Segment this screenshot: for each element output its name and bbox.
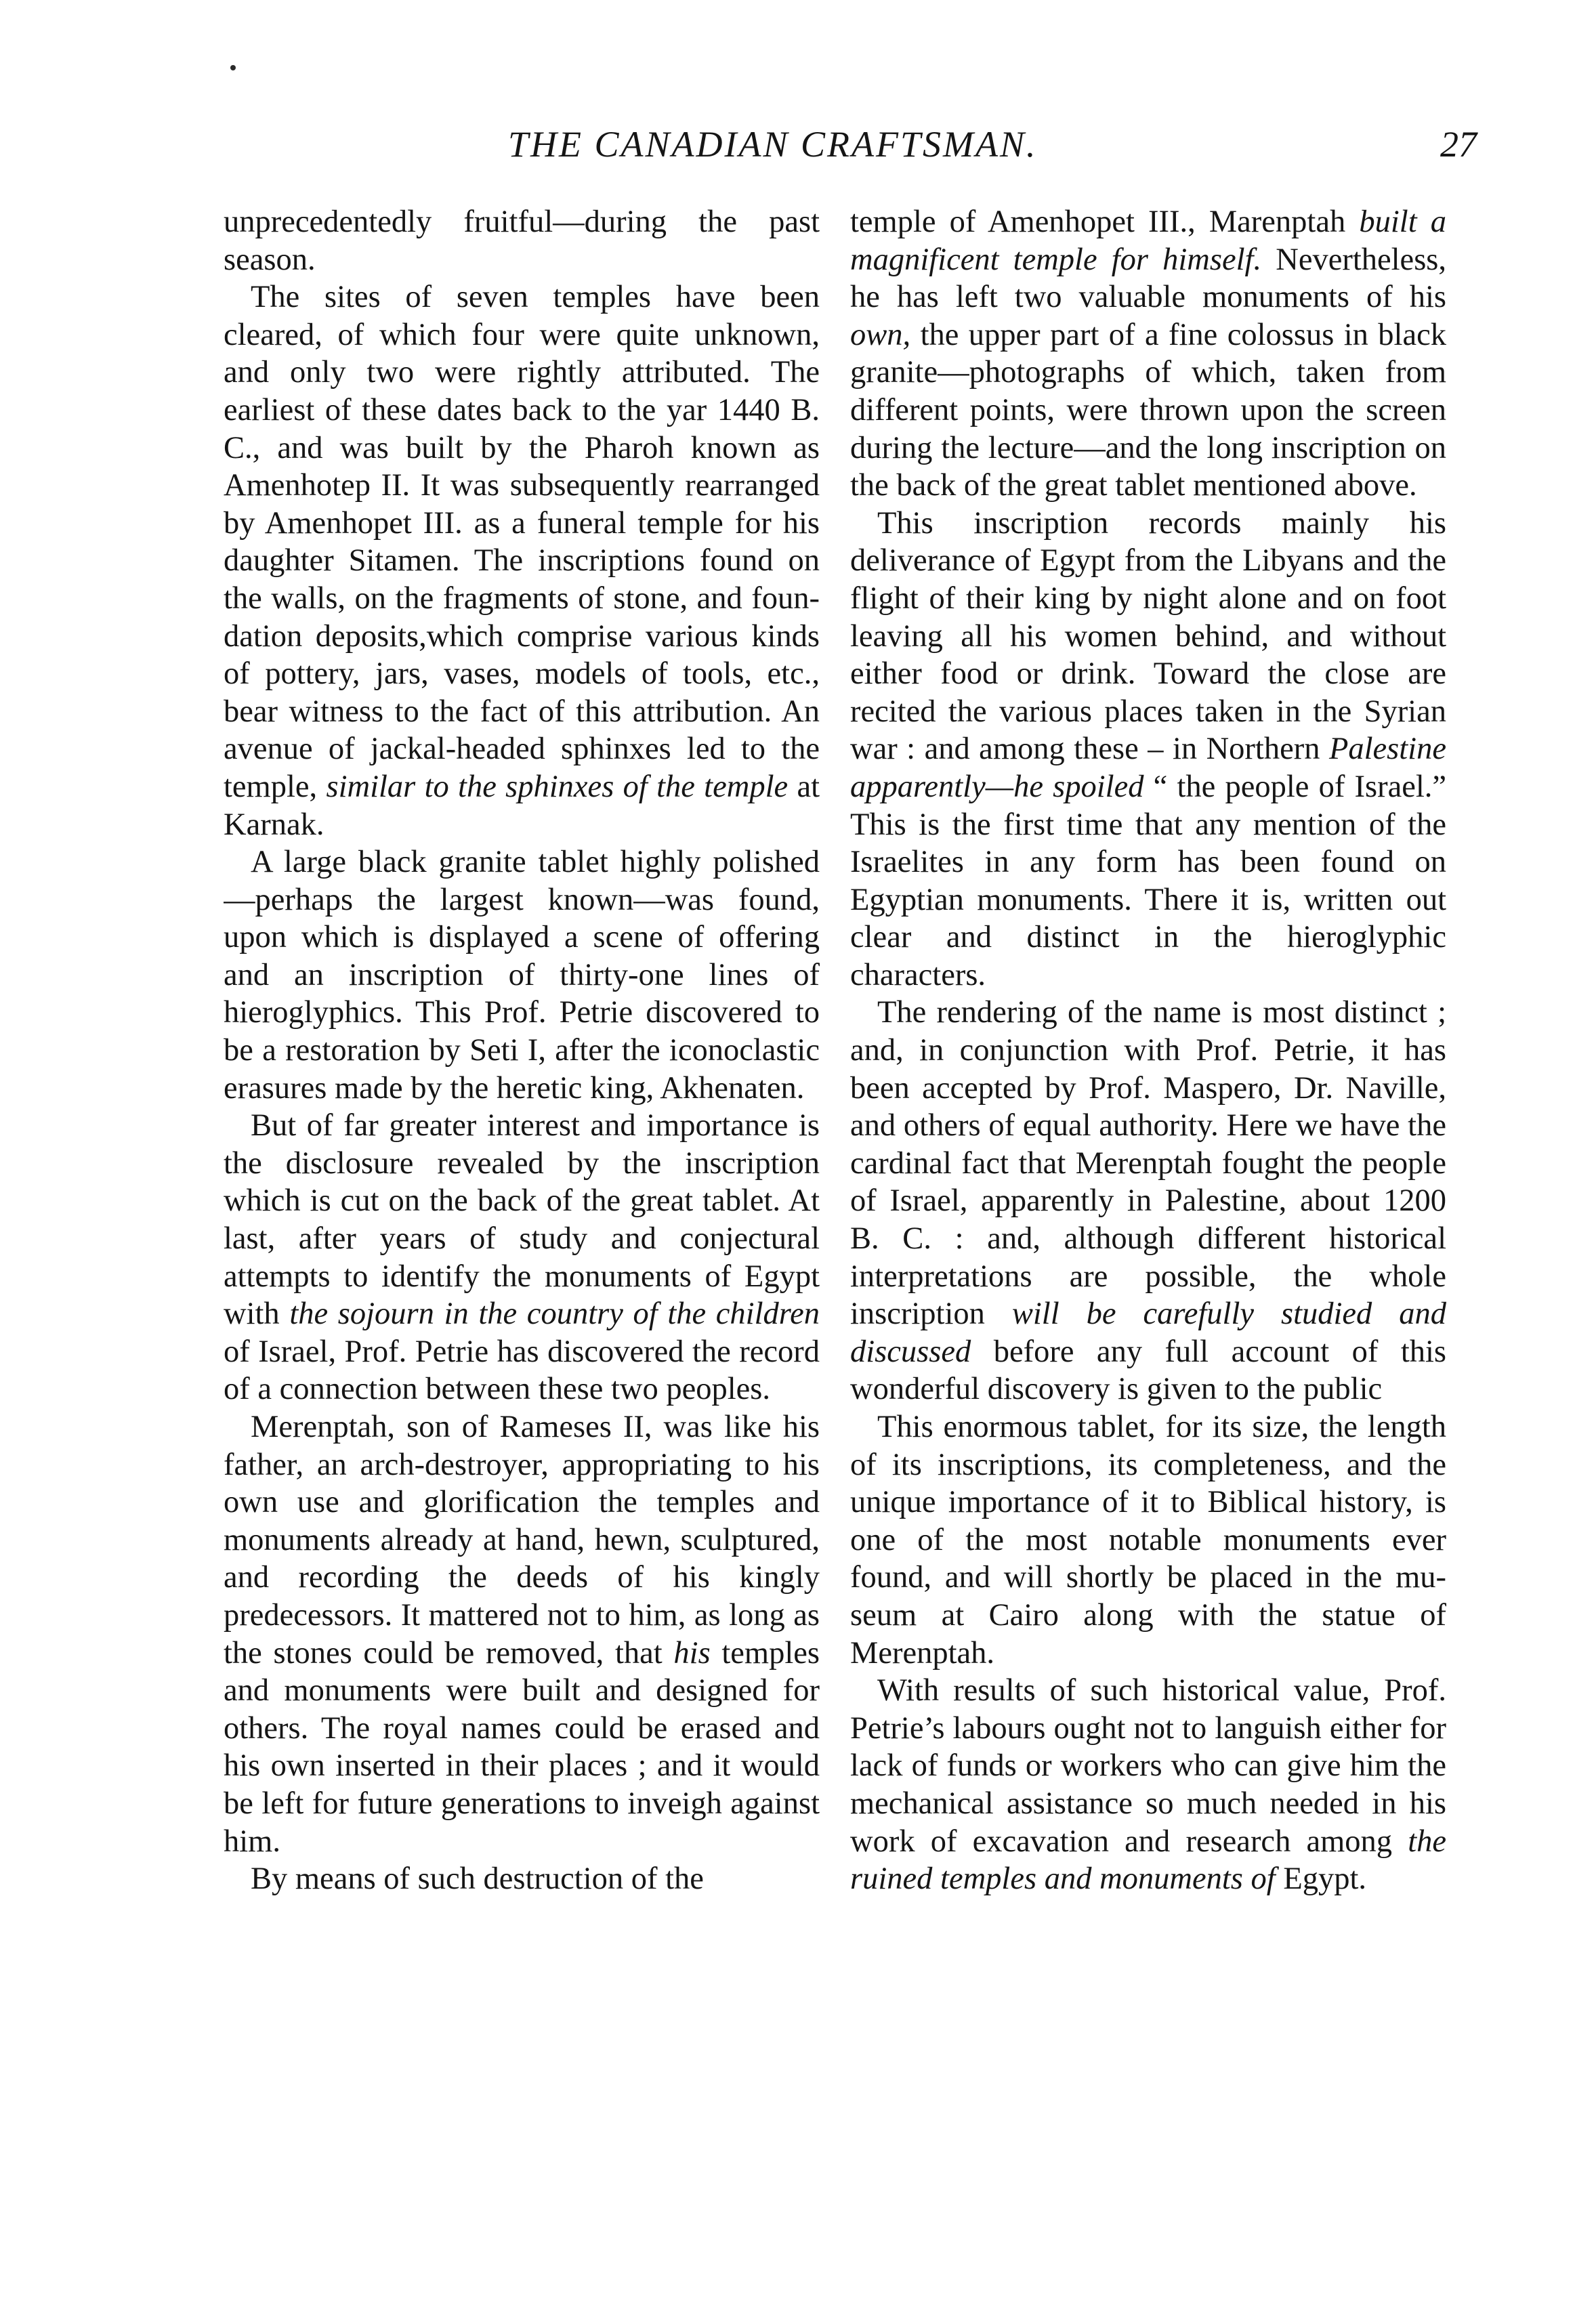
paragraph <box>224 1860 820 1898</box>
paragraph-text: “ the people of Israel.” This is the first time that any mention of the Israelites in any form has been found on Egyptian monuments. There it is, written out clear and distinct in the hieroglyphic characters. <box>850 769 1446 992</box>
paragraph <box>850 1672 1446 1898</box>
paragraph <box>850 994 1446 1408</box>
paragraph <box>224 203 820 278</box>
italic-text: the ruined temples and monuments of <box>850 1824 1446 1897</box>
running-header <box>224 121 1477 168</box>
italic-text: the sojourn in the country of the children <box>289 1297 820 1332</box>
left-column <box>224 203 820 2290</box>
paragraph-text: unprecedentedly fruitful—during the past season. <box>224 205 820 277</box>
paragraph-text: A large black granite tablet highly polished—perhaps the largest known—was found, upon which is displayed a scene of offering and an inscription of thirty-one lines of hieroglyphics. This Prof. Petrie discovered to be a restoration by Seti I, after the iconoclastic erasures made by the heretic king, Akhenaten. <box>224 845 820 1106</box>
paragraph-text: of Israel, Prof. Petrie has discovered the record of a connection between these two peoples. <box>224 1334 820 1407</box>
paragraph-text: This inscription records mainly his deliverance of Egypt from the Libyans and the flight of their king by night alone and on foot leaving all his women behind, and without either food or drink. Toward the close are recited the various places taken in the Syrian war : and among these – in Northern <box>850 505 1446 767</box>
page-number: 27 <box>1440 124 1477 165</box>
paragraph-text: the upper part of a fine colossus in black granite—photographs of which, taken from different points, were thrown upon the screen during the lecture—and the long inscription on the back of the great tablet mentioned above. <box>850 317 1446 503</box>
italic-text: similar to the sphinxes of the temple <box>326 769 789 804</box>
print-speck <box>230 65 236 70</box>
paragraph <box>224 843 820 1107</box>
paragraph-text: With results of such historical value, Prof. Petrie’s labours ought not to languish either for lack of funds or workers who can give him the mechanical assistance so much needed in his work of excavation and research among <box>850 1673 1446 1859</box>
paragraph-text: Merenptah, son of Rameses II, was like his father, an arch-destroyer, appropriating to his own use and glorification the temples and monuments already at hand, hewn, sculptured, and recording the deeds of his kingly predecessors. It mattered not to him, as long as the stones could be removed, that <box>224 1410 820 1670</box>
paragraph-text: This enormous tablet, for its size, the length of its inscriptions, its completeness, and the unique importance of it to Biblical history, is one of the most notable monuments ever found, and will shortly be placed in the museum at Cairo along with the statue of Merenptah. <box>850 1410 1446 1670</box>
italic-text: own, <box>850 317 911 352</box>
paragraph-text: The rendering of the name is most distinct ; and, in conjunction with Prof. Petrie, it has been accepted by Prof. Maspero, Dr. Naville, and others of equal authority. Here we have the cardinal fact that Merenptah fought the people of Israel, apparently in Palestine, about 1200 B. C. : and, although different historical interpretations are possible, the whole inscription <box>850 995 1446 1332</box>
paragraph-text: By means of such destruction of the <box>251 1862 704 1897</box>
italic-text: his <box>673 1635 711 1670</box>
paragraph <box>224 1408 820 1860</box>
journal-title: THE CANADIAN CRAFTSMAN. <box>508 124 1038 165</box>
paragraph-text: Egypt. <box>1283 1862 1367 1897</box>
paragraph <box>850 203 1446 505</box>
right-column <box>850 203 1446 2290</box>
paragraph-text: The sites of seven temples have been cleared, of which four were quite unknown, and only two were rightly attributed. The earliest of these dates back to the yar 1440 B. C., and was built by the Pharoh known as Amenhotep II. It was subsequently rearranged by Amenhopet III. as a funeral temple for his daughter Sitamen. The inscriptions found on the walls, on the fragments of stone, and foundation deposits,which comprise various kinds of pottery, jars, vases, models of tools, etc., bear witness to the fact of this attribution. An avenue of jackal-headed sphinxes led to the temple, <box>224 280 820 804</box>
paragraph-text: But of far greater interest and importance is the disclosure revealed by the inscription which is cut on the back of the great tablet. At last, after years of study and conjectural attempts to identify the monuments of Egypt with <box>224 1108 820 1332</box>
paragraph-text: before any full account of this wonderful discovery is given to the public <box>850 1334 1446 1407</box>
paragraph-text: temples and monuments were built and designed for others. The royal names could be erased and his own inserted in their places ; and it would be left for future generations to inveigh against him. <box>224 1635 820 1859</box>
italic-text: Palestine apparently—he spoiled <box>850 732 1446 804</box>
italic-text: built a magnificent temple for himself. <box>850 205 1446 277</box>
italic-text: will be carefully studied and discussed <box>850 1297 1446 1369</box>
paragraph <box>224 278 820 843</box>
paragraph-text: at Karnak. <box>224 769 820 842</box>
paragraph <box>850 1408 1446 1672</box>
paragraph-text: temple of Amenhopet III., Marenptah <box>850 205 1346 239</box>
paragraph <box>224 1107 820 1408</box>
paragraph-text: Nevertheless, he has left two valuable monuments of his <box>850 242 1446 315</box>
paragraph <box>850 505 1446 994</box>
